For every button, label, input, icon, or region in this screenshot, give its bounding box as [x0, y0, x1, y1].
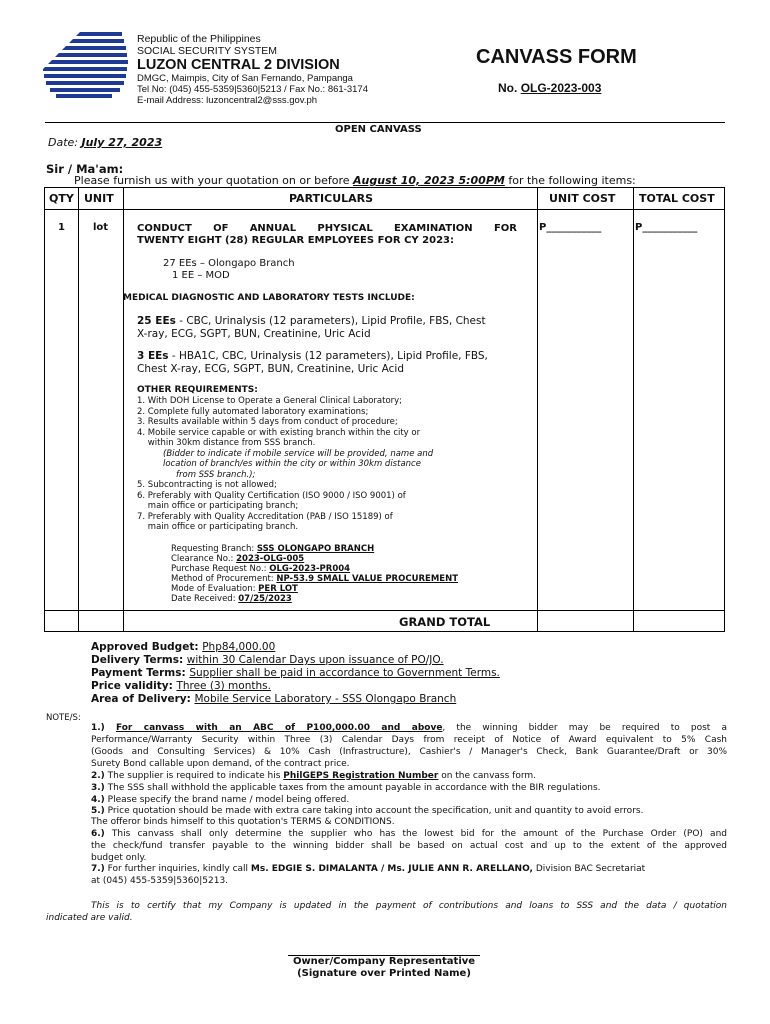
delivery-terms: Delivery Terms: within 30 Calendar Days upon issuance of PO/JO. — [91, 654, 444, 666]
item-title-line-2: TWENTY EIGHT (28) REGULAR EMPLOYEES FOR CY 2023: — [137, 235, 454, 246]
certification-line-2: indicated are valid. — [46, 913, 133, 923]
detail-purchase-request: Purchase Request No.: OLG-2023-PR004 — [171, 564, 351, 574]
note-6-line-2: the check/fund transfer payable to the winning bidder shall be based on actual cost and up to the extent of the approved — [91, 841, 727, 851]
header-total-cost: TOTAL COST — [639, 192, 715, 205]
division-name: LUZON CENTRAL 2 DIVISION — [137, 57, 340, 73]
header-unit: UNIT — [84, 192, 114, 205]
item-title-line-1: CONDUCT OF ANNUAL PHYSICAL EXAMINATION FOR — [137, 223, 517, 234]
note-5-line-1: 5.) Price quotation should be made with extra care taking into account the specification, unit and quantity to avoid errors. — [91, 806, 644, 816]
branch-line-1: 27 EEs – Olongapo Branch — [163, 258, 295, 269]
salutation: Sir / Ma'am: — [46, 162, 124, 176]
note-6-line-3: budget only. — [91, 853, 147, 863]
requirement-line: within 30km distance from SSS branch. — [137, 438, 316, 448]
org-line-2: SOCIAL SECURITY SYSTEM — [137, 45, 278, 57]
certification-line-1: This is to certify that my Company is updated in the payment of contributions and loans to SSS and the data / quotation — [91, 901, 727, 911]
price-validity: Price validity: Three (3) months. — [91, 680, 271, 692]
total-cost-blank: P___________ — [635, 222, 698, 233]
note-1-line-2: Performance/Warranty Security within Three (3) Calendar Days from receipt of Notice of Award equivalent to 5% Cash — [91, 735, 727, 745]
note-5-line-2: The offeror binds himself to this quotation's TERMS & CONDITIONS. — [91, 817, 395, 827]
header-qty: QTY — [49, 192, 74, 205]
item-qty: 1 — [58, 222, 65, 233]
note-2: 2.) The supplier is required to indicate his PhilGEPS Registration Number on the canvass form. — [91, 771, 536, 781]
canvass-type: OPEN CANVASS — [335, 124, 422, 135]
requirement-line: main office or participating branch; — [137, 501, 299, 511]
detail-requesting-branch: Requesting Branch: SSS OLONGAPO BRANCH — [171, 544, 375, 554]
note-1-line-1: 1.) For canvass with an ABC of P100,000.00 and above, the winning bidder may be required to post a — [91, 723, 727, 733]
requirement-line: 4. Mobile service capable or with existing branch within the city or — [137, 428, 421, 438]
form-number: No. OLG-2023-003 — [498, 81, 602, 95]
requirement-line: main office or participating branch. — [137, 522, 299, 532]
note-7-line-2: at (045) 455-5359|5360|5213. — [91, 876, 229, 886]
requirement-note: from SSS branch.); — [176, 470, 256, 480]
header-particulars: PARTICULARS — [289, 192, 374, 205]
other-requirements-heading: OTHER REQUIREMENTS: — [137, 385, 258, 395]
detail-clearance-no: Clearance No.: 2023-OLG-005 — [171, 554, 305, 564]
note-7-line-1: 7.) For further inquiries, kindly call Ms. EDGIE S. DIMALANTA / Ms. JULIE ANN R. ARELLANO, Division BAC Secretariat — [91, 864, 646, 874]
requirement-line: 2. Complete fully automated laboratory examinations; — [137, 407, 369, 417]
note-4: 4.) Please specify the brand name / model being offered. — [91, 795, 350, 805]
requirement-line: 1. With DOH License to Operate a General Clinical Laboratory; — [137, 396, 403, 406]
sss-logo-icon — [42, 30, 128, 100]
tests-heading: MEDICAL DIAGNOSTIC AND LABORATORY TESTS INCLUDE: — [123, 293, 415, 303]
unit-cost-blank: P___________ — [539, 222, 602, 233]
note-1-line-4: Surety Bond callable upon demand, of the contract price. — [91, 759, 350, 769]
requirement-line: 6. Preferably with Quality Certification (ISO 9000 / ISO 9001) of — [137, 491, 406, 501]
requirement-note: (Bidder to indicate if mobile service will be provided, name and — [163, 449, 434, 459]
header-unit-cost: UNIT COST — [549, 192, 616, 205]
address-line-3: E-mail Address: luzoncentral2@sss.gov.ph — [137, 95, 318, 106]
date-line: Date: July 27, 2023 — [48, 136, 163, 149]
payment-terms: Payment Terms: Supplier shall be paid in accordance to Government Terms. — [91, 667, 500, 679]
detail-evaluation: Mode of Evaluation: PER LOT — [171, 584, 298, 594]
address-line-1: DMGC, Maimpis, City of San Fernando, Pampanga — [137, 73, 353, 84]
requirement-line: 5. Subcontracting is not allowed; — [137, 480, 277, 490]
group1-line-2: X-ray, ECG, SGPT, BUN, Creatinine, Uric Acid — [137, 328, 371, 340]
note-1-line-3: (Goods and Consulting Services) & 10% Cash (Infrastructure), Cashier's / Manager's Check, Bank Guarantee/Draft or 30% — [91, 747, 727, 757]
note-3: 3.) The SSS shall withhold the applicable taxes from the amount payable in accordance with the BIR regulations. — [91, 783, 601, 793]
branch-line-2: 1 EE – MOD — [172, 270, 230, 281]
group2-line-1: 3 EEs - HBA1C, CBC, Urinalysis (12 parameters), Lipid Profile, FBS, — [137, 350, 488, 362]
detail-date-received: Date Received: 07/25/2023 — [171, 594, 292, 604]
request-line: Please furnish us with your quotation on or before August 10, 2023 5:00PM for the following items: — [74, 174, 636, 187]
address-line-2: Tel No: (045) 455-5359|5360|5213 / Fax No.: 861-3174 — [137, 84, 368, 95]
approved-budget: Approved Budget: Php84,000.00 — [91, 641, 276, 653]
header-rule — [45, 122, 725, 123]
form-title: CANVASS FORM — [476, 46, 637, 68]
item-unit: lot — [93, 222, 109, 233]
requirement-note: location of branch/es within the city or within 30km distance — [163, 459, 421, 469]
area-of-delivery: Area of Delivery: Mobile Service Laboratory - SSS Olongapo Branch — [91, 693, 457, 705]
note-6-line-1: 6.) This canvass shall only determine the supplier who has the lowest bid for the amount of the Purchase Order (PO) and — [91, 829, 727, 839]
signature-title: Owner/Company Representative — [292, 956, 476, 967]
requirement-line: 3. Results available within 5 days from conduct of procedure; — [137, 417, 398, 427]
grand-total-label: GRAND TOTAL — [399, 615, 491, 629]
signature-subtitle: (Signature over Printed Name) — [297, 968, 471, 979]
items-table — [44, 187, 725, 632]
notes-label: NOTE/S: — [46, 713, 81, 723]
requirement-line: 7. Preferably with Quality Accreditation (PAB / ISO 15189) of — [137, 512, 393, 522]
detail-method: Method of Procurement: NP-53.9 SMALL VALUE PROCUREMENT — [171, 574, 458, 584]
org-line-1: Republic of the Philippines — [137, 33, 261, 45]
group2-line-2: Chest X-ray, ECG, SGPT, BUN, Creatinine, Uric Acid — [137, 363, 404, 375]
group1-line-1: 25 EEs - CBC, Urinalysis (12 parameters), Lipid Profile, FBS, Chest — [137, 315, 486, 327]
